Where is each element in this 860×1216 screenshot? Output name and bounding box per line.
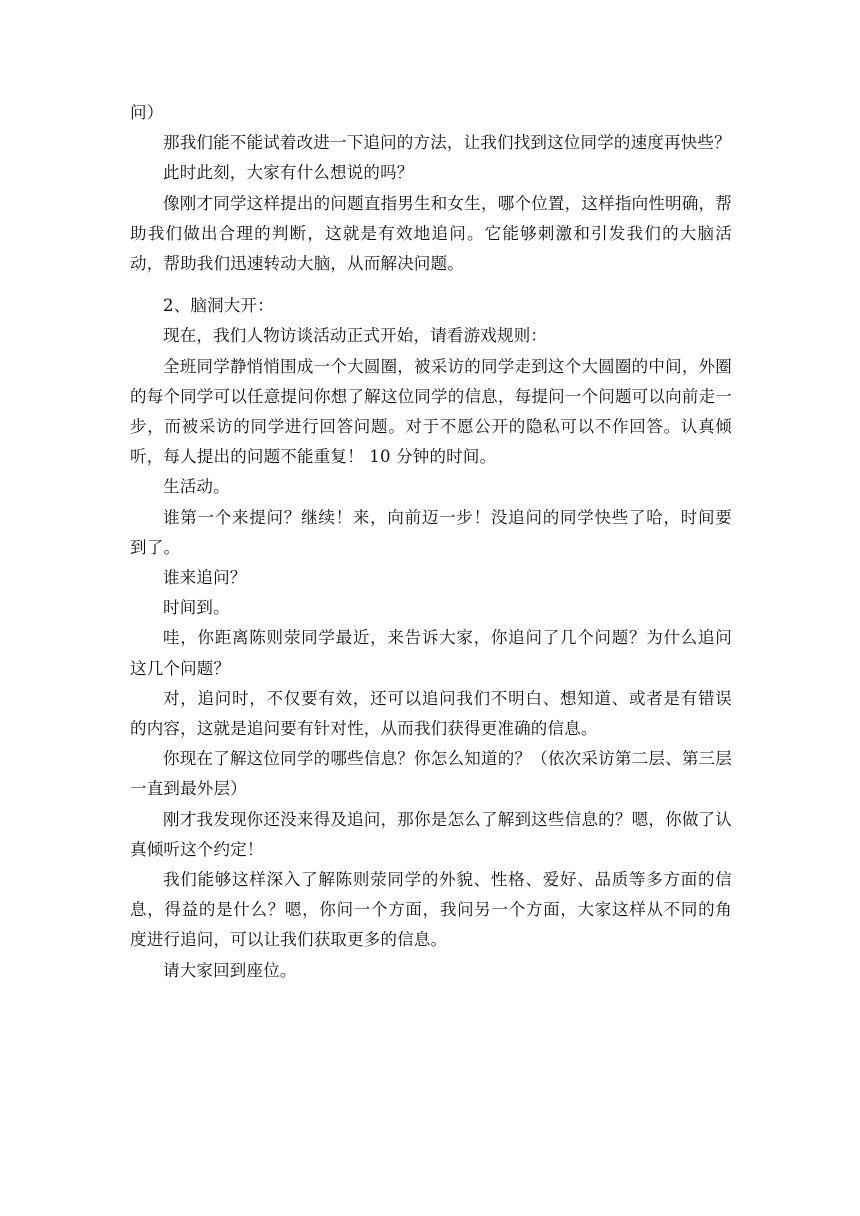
paragraph: 生活动。 xyxy=(163,477,230,497)
paragraph: 问） xyxy=(130,103,164,122)
paragraph: 那我们能不能试着改进一下追问的方法，让我们找到这位同学的速度再快些？ xyxy=(163,133,731,153)
paragraph: 现在，我们人物访谈活动正式开始，请看游戏规则： xyxy=(163,326,548,346)
paragraph: 刚才我发现你还没来得及追问，那你是怎么了解到这些信息的？嗯，你做了认真倾听这个约定！ xyxy=(130,809,732,859)
paragraph: 请大家回到座位。 xyxy=(163,960,297,980)
paragraph: 全班同学静悄悄围成一个大圆圈，被采访的同学走到这个大圆圈的中间，外圈的每个同学可以任意提问你想了解这位同学的信息，每提问一个问题可以向前走一步，而被采访的同学进行回答问题。对于不愿公开的隐私可以不作回答。认真倾听，每人提出的问题不能重复！ 10 分钟的时间。 xyxy=(130,356,732,467)
paragraph: 对，追问时，不仅要有效，还可以追问我们不明白、想知道、或者是有错误 的内容，这就是追问要有针对性，从而我们获得更准确的信息。 xyxy=(130,688,732,739)
paragraph: 谁第一个来提问？继续！来，向前迈一步！没追问的同学快些了哈，时间要 到了。 xyxy=(130,507,732,557)
paragraph: 谁来追问？ xyxy=(163,568,247,588)
paragraph: 此时此刻，大家有什么想说的吗？ xyxy=(163,163,414,183)
paragraph: 时间到。 xyxy=(163,598,230,618)
paragraph: 哇，你距离陈则荥同学最近，来告诉大家，你追问了几个问题？为什么追问 这几个问题？ xyxy=(130,628,732,678)
paragraph: 你现在了解这位同学的哪些信息？你怎么知道的？（依次采访第二层、第三层一直到最外层） xyxy=(130,749,732,799)
section-heading: 2、脑洞大开： xyxy=(163,296,274,316)
paragraph: 我们能够这样深入了解陈则荥同学的外貌、性格、爱好、品质等多方面的信 息，得益的是什么？嗯，你问一个方面，我问另一个方面，大家这样从不同的角 度进行追问，可以让我们获取更多的信息。 xyxy=(130,870,732,950)
paragraph: 像刚才同学这样提出的问题直指男生和女生，哪个位置，这样指向性明确，帮助我们做出合理的判断，这就是有效地追问。它能够刺激和引发我们的大脑活 动，帮助我们迅速转动大脑，从而解决问题。 xyxy=(130,193,732,274)
